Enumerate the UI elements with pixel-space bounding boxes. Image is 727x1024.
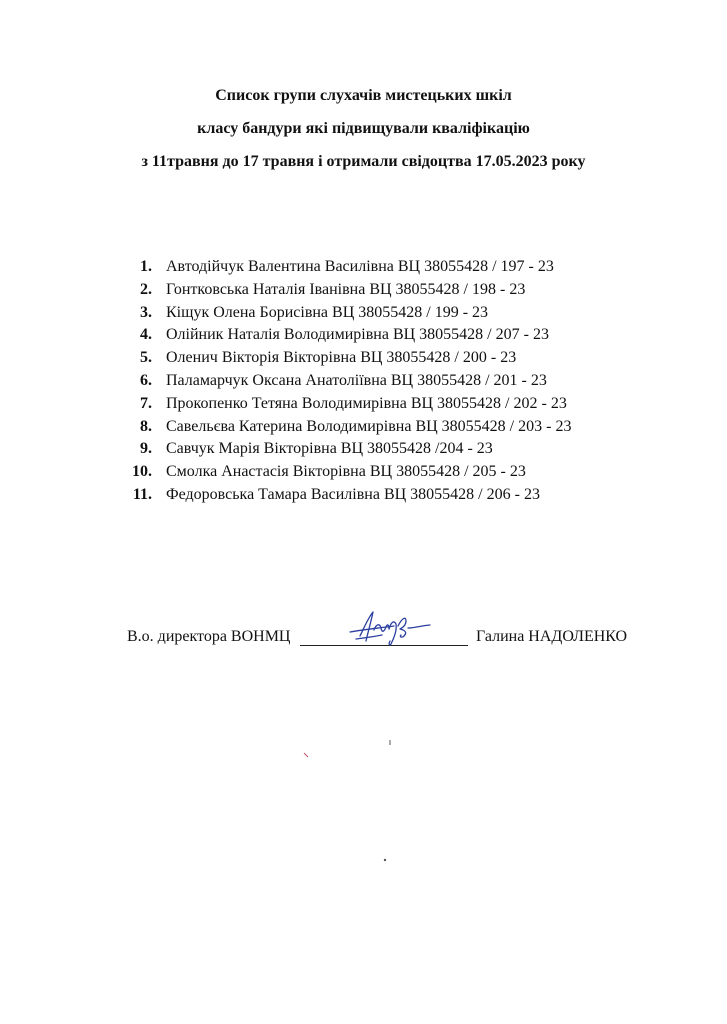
- title-line-2: класу бандури які підвищували кваліфікацію: [197, 120, 530, 137]
- list-item-text: Прокопенко Тетяна Володимирівна ВЦ 38055428 / 202 - 23: [166, 394, 567, 412]
- list-item-text: Паламарчук Оксана Анатоліївна ВЦ 38055428 / 201 - 23: [166, 371, 547, 389]
- list-item-text: Автодійчук Валентина Василівна ВЦ 38055428 / 197 - 23: [166, 258, 554, 275]
- list-item: [118, 438, 571, 461]
- stray-speck-mark: [388, 740, 392, 746]
- list-item: [118, 461, 571, 484]
- list-item-number: 6.: [140, 371, 152, 389]
- list-item-text: Савчук Марія Вікторівна ВЦ 38055428 /204 - 23: [166, 440, 493, 458]
- stray-speck-mark: [303, 752, 309, 758]
- list-item-number: 2.: [140, 280, 152, 298]
- list-item-text: Смолка Анастасія Вікторівна ВЦ 38055428 / 205 - 23: [166, 463, 526, 481]
- list-item: [118, 256, 571, 279]
- list-item-number: 10.: [132, 463, 152, 481]
- list-item-number: 4.: [140, 326, 152, 344]
- list-item: [118, 484, 571, 507]
- signatory-role: В.о. директора ВОНМЦ: [127, 628, 291, 645]
- list-item-number: 8.: [140, 417, 152, 435]
- list-item: [118, 302, 571, 325]
- list-item-number: 3.: [140, 303, 152, 321]
- list-item-text: Кіщук Олена Борисівна ВЦ 38055428 / 199 - 23: [166, 303, 489, 321]
- list-item: [118, 324, 571, 347]
- participants-list: [118, 256, 571, 507]
- list-item: [118, 370, 571, 393]
- list-item-number: 9.: [140, 440, 152, 458]
- list-item-text: Оленич Вікторія Вікторівна ВЦ 38055428 / 200 - 23: [166, 349, 517, 367]
- list-item: [118, 279, 571, 302]
- title-line-3: з 11травня до 17 травня і отримали свідоцтва 17.05.2023 року: [141, 153, 586, 170]
- handwritten-signature: [346, 608, 436, 650]
- list-item: [118, 416, 571, 439]
- list-item-number: 5.: [140, 349, 152, 367]
- list-item-text: Савельєва Катерина Володимирівна ВЦ 38055428 / 203 - 23: [166, 417, 572, 435]
- stray-speck-mark: [383, 858, 387, 862]
- signatory-name: Галина НАДОЛЕНКО: [476, 628, 628, 645]
- list-item-text: Федоровська Тамара Василівна ВЦ 38055428 / 206 - 23: [166, 485, 540, 503]
- list-item-text: Гонтковська Наталія Іванівна ВЦ 38055428 / 198 - 23: [166, 280, 526, 298]
- list-item: [118, 347, 571, 370]
- list-item: [118, 393, 571, 416]
- list-item-number: 11.: [132, 485, 152, 503]
- list-item-text: Олійник Наталія Володимирівна ВЦ 38055428 / 207 - 23: [166, 326, 549, 344]
- list-item-number: 7.: [140, 394, 152, 412]
- list-item-number: 1.: [140, 258, 152, 275]
- title-line-1: Список групи слухачів мистецьких шкіл: [215, 87, 512, 104]
